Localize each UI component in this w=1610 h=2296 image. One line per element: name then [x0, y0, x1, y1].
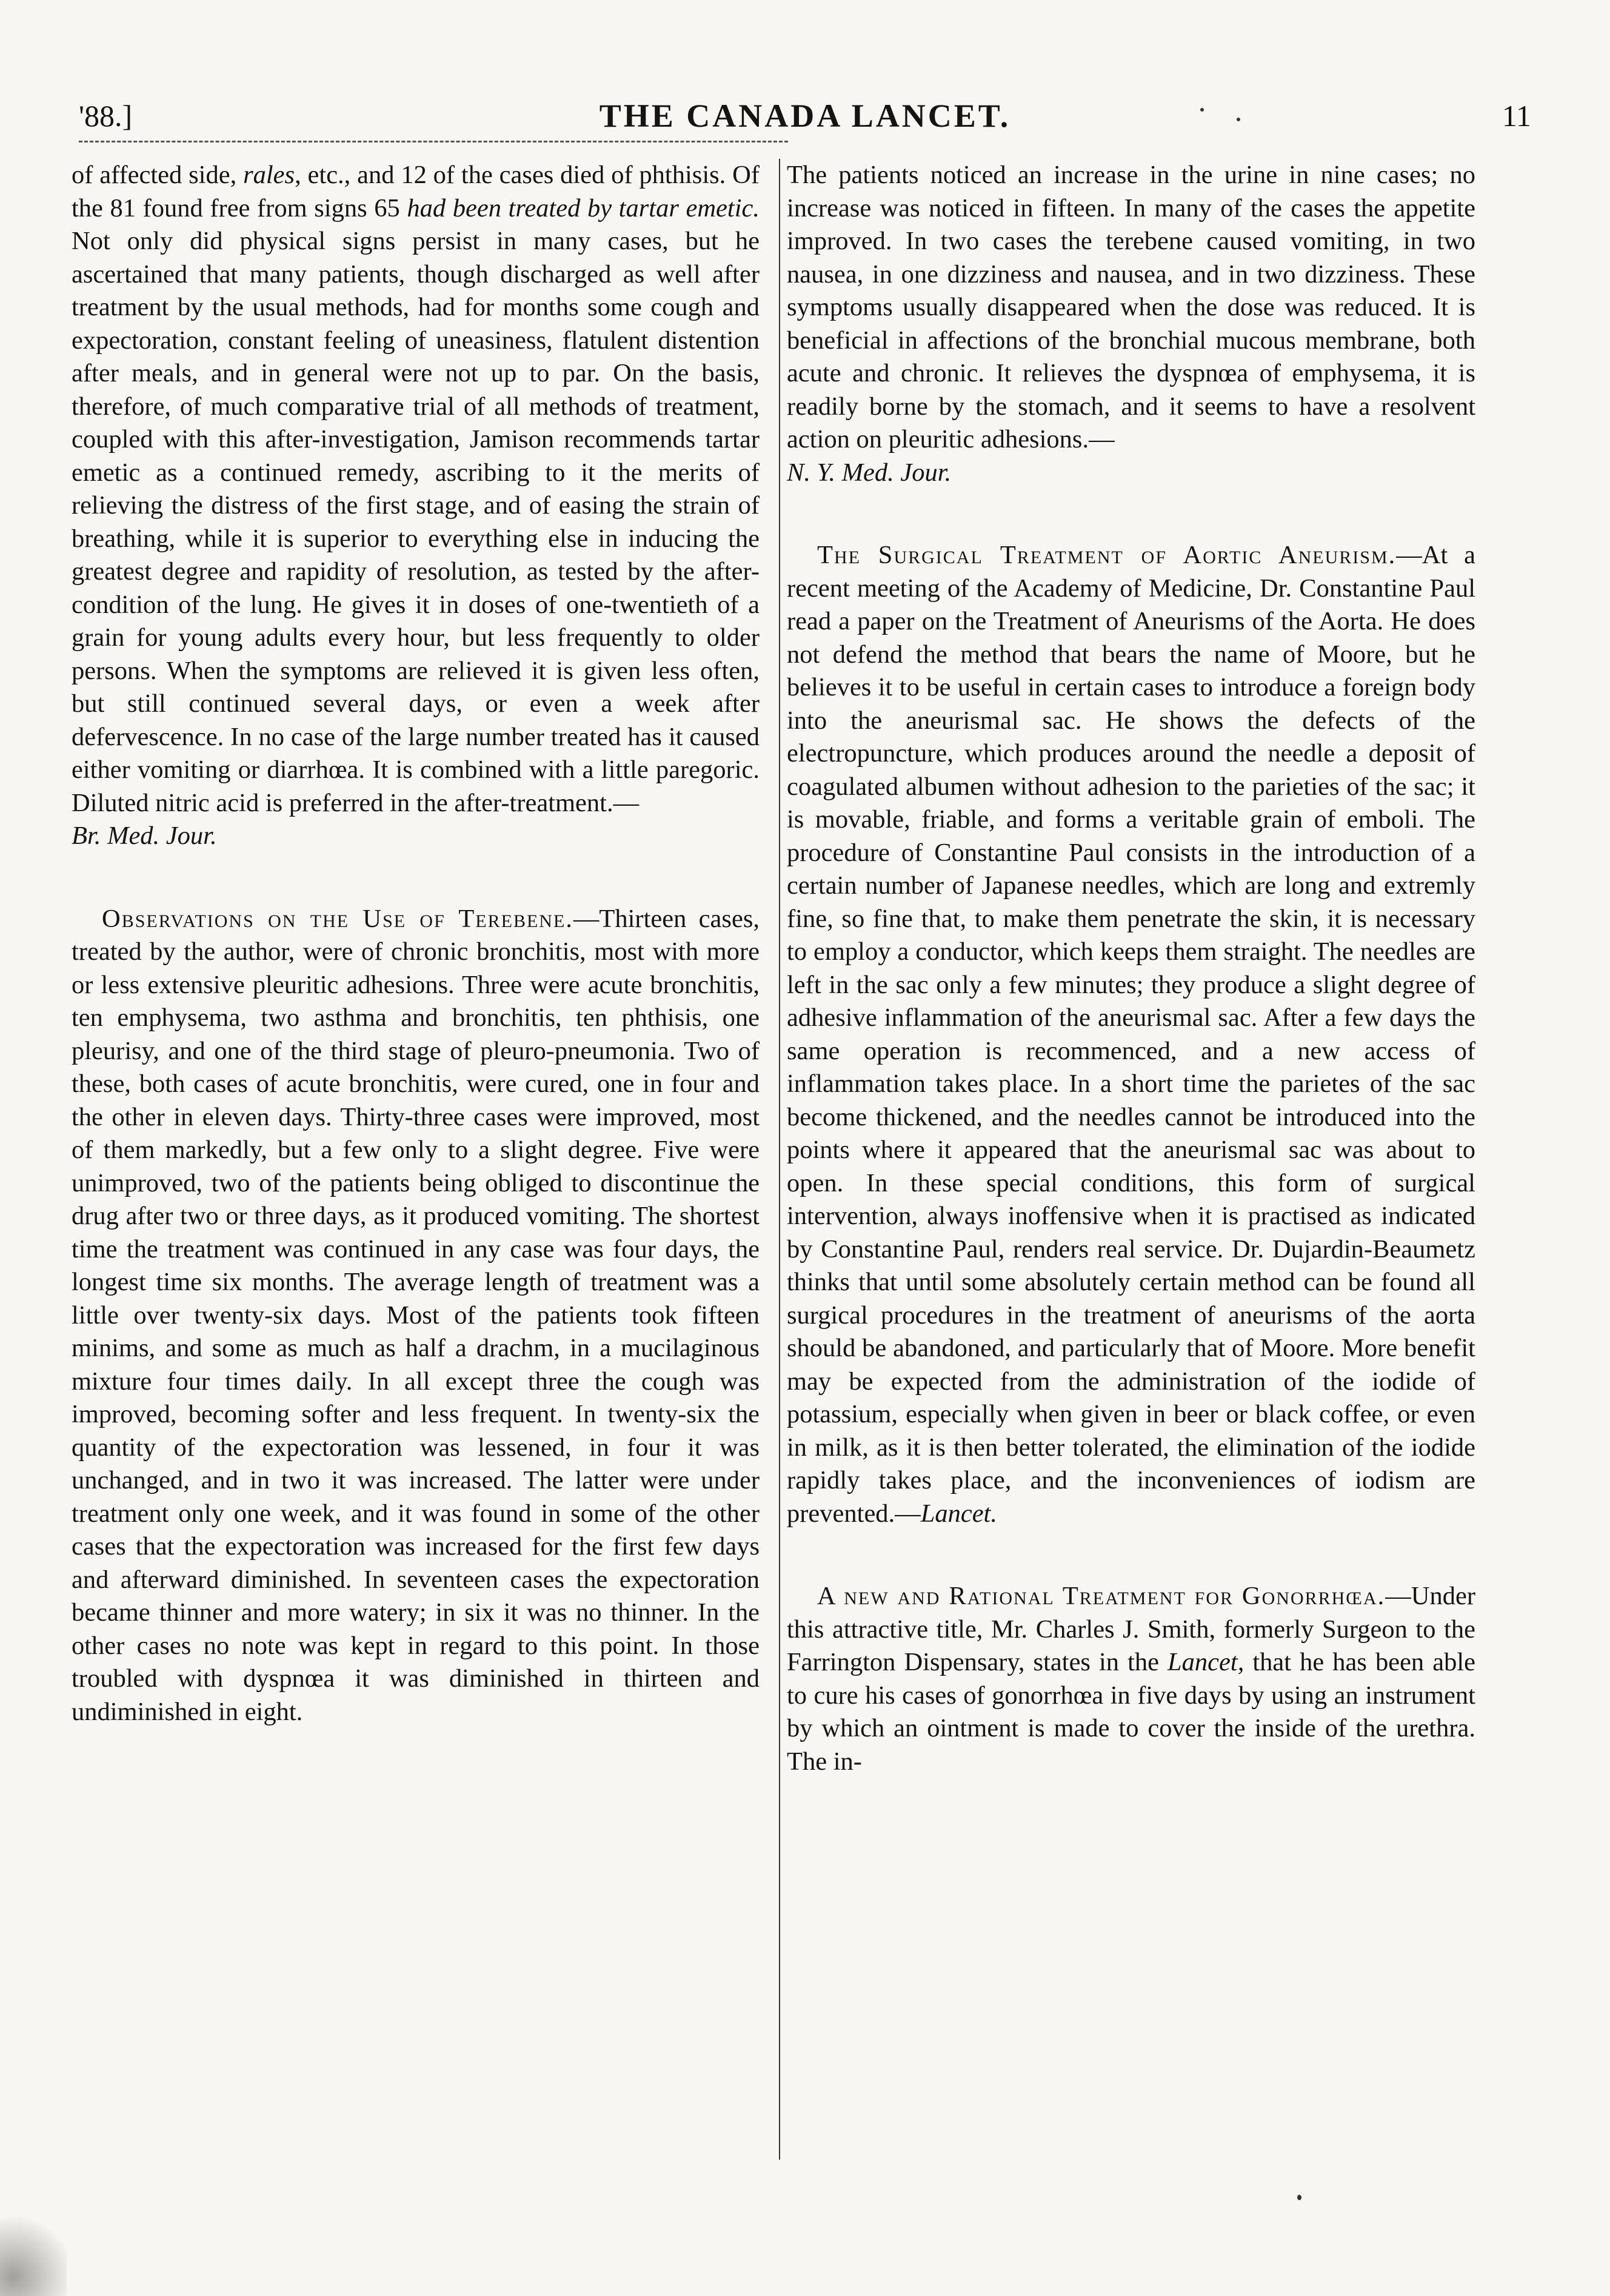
gonorrhoea-section: A new and Rational Treatment for Gonorrhœa.—Under this attractive title, Mr. Charles J. Smith, formerly Surgeon to the Farrington Dispensary, states in the Lancet, that he has been able to cure his cases of gonorrhœa in five days by using an instrument by which an ointment is made to cover the inside of the urethra. The in- [787, 1582, 1475, 1776]
column-divider [779, 159, 780, 2160]
citation-ny-med-jour: N. Y. Med. Jour. [787, 458, 952, 487]
right-column [787, 159, 1475, 1778]
left-column [72, 159, 760, 1729]
lancet-emphasis: Lancet, [1167, 1648, 1244, 1676]
ink-speck [1200, 108, 1204, 112]
scan-edge-noise [0, 2199, 67, 2296]
citation-br-med-jour: Br. Med. Jour. [72, 822, 217, 850]
ink-speck [1297, 2195, 1301, 2200]
aortic-aneurism-body: —At a recent meeting of the Academy of Medicine, Dr. Constantine Paul read a paper on the Treatment of Aneurisms of the Aorta. He does not defend the method that bears the name of Moore, but he believes it to be useful in certain cases to introduce a foreign body into the aneurismal sac. He shows the defects of the electropuncture, which produces around the needle a deposit of coagulated albumen without adhesion to the parieties of the sac; it is movable, friable, and forms a veritable grain of emboli. The procedure of Constantine Paul consists in the introduction of a certain number of Japanese needles, which are long and extremly fine, so fine that, to make them penetrate the skin, it is necessary to employ a conductor, which keeps them straight. The needles are left in the sac only a few minutes; they produce a slight degree of adhesive inflammation of the aneurismal sac. After a few days the same operation is recommenced, and a new access of inflammation takes place. In a short time the parietes of the sac become thickened, and the needles cannot be introduced into the points where it appeared that the aneurismal sac was about to open. In these special conditions, this form of surgical intervention, always inoffensive when it is practised as indicated by Constantine Paul, renders real service. Dr. Dujardin-Beaumetz thinks that until some absolutely certain method can be found all surgical procedures in the treatment of aneurisms of the aorta should be abandoned, and particularly that of Moore. More benefit may be expected from the administration of the iodide of potassium, especially when given in beer or black coffee, or even in milk, as it is then better tolerated, the elimination of the iodide rapidly takes place, and the inconveniences of iodism are prevented.— [787, 541, 1476, 1528]
journal-title: THE CANADA LANCET. [599, 98, 1011, 134]
header-year: '88.] [79, 99, 133, 133]
terebene-body: —Thirteen cases, treated by the author, were of chronic bronchitis, most with more or less extensive pleuritic adhesions. Three were acute bronchitis, ten emphysema, two asthma and bronchitis, ten phthisis, one pleurisy, and one of the third stage of pleuro-pneumonia. Two of these, both cases of acute bronchitis, were cured, one in four and the other in eleven days. Thirty-three cases were improved, most of them markedly, but a few only to a slight degree. Five were unimproved, two of the patients being obliged to discontinue the drug after two or three days, as it produced vomiting. The shortest time the treatment was continued in any case was four days, the longest time six months. The average length of treatment was a little over twenty-six days. Most of the patients took fifteen minims, and some as much as half a drachm, in a mucilaginous mixture four times daily. In all except three the cough was improved, becoming softer and less frequent. In twenty-six the quantity of the expectoration was lessened, in four it was unchanged, and in two it was increased. The latter were under treatment only one week, and it was found in some of the other cases that the expectoration was increased for the first few days and afterward diminished. In seventeen cases the expectoration became thinner and more watery; in six it was no thinner. In the other cases no note was kept in regard to this point. In those troubled with dyspnœa it was diminished in thirteen and undiminished in eight. [72, 904, 760, 1726]
aortic-aneurism-section [787, 539, 1475, 1530]
jamison-paragraph: of affected side, rales, etc., and 12 of the cases died of phthisis. Of the 81 found free from signs 65 had been treated by tartar emetic. Not only did physical signs persist in many cases, but he ascertained that many patients, though discharged as well after treatment by the usual methods, had for months some cough and expectoration, constant feeling of uneasiness, flatulent distention after meals, and in general were not up to par. On the basis, therefore, of much comparative trial of all methods of treatment, coupled with this after-investigation, Jamison recommends tartar emetic as a continued remedy, ascribing to it the merits of relieving the distress of the first stage, and of easing the strain of breathing, while it is superior to everything else in inducing the greatest degree and rapidity of resolution, as tested by the after-condition of the lung. He gives it in doses of one-twentieth of a grain for young adults every hour, but less frequently to older persons. When the symptoms are relieved it is given less often, but still continued several days, or even a week after defervescence. In no case of the large number treated has it caused either vomiting or diarrhœa. It is combined with a little paregoric. Diluted nitric acid is preferred in the after-treatment.— Br. Med. Jour. [72, 159, 760, 853]
tartar-emetic-emphasis: had been treated by tartar emetic. [407, 193, 760, 223]
ink-speck [1237, 118, 1240, 121]
rales-term: rales [243, 161, 295, 189]
terebene-continued-paragraph: The patients noticed an increase in the urine in nine cases; no increase was noticed in fifteen. In many of the cases the appetite improved. In two cases the terebene caused vomiting, in two nausea, in one dizziness and nausea, and in two dizziness. These symptoms usually disappeared when the dose was reduced. It is beneficial in affections of the bronchial mucous membrane, both acute and chronic. It relieves the dyspnœa of emphysema, it is readily borne by the stomach, and it seems to have a resolvent action on pleuritic adhesions.— N. Y. Med. Jour. [787, 159, 1475, 489]
citation-lancet: Lancet. [920, 1499, 997, 1528]
gonorrhoea-heading: A new and Rational Treatment for Gonorrhœa. [817, 1582, 1386, 1610]
header-rule [79, 141, 788, 142]
page-number: 11 [1501, 99, 1531, 133]
terebene-section [72, 903, 760, 1729]
page-header [79, 91, 1531, 139]
terebene-heading: Observations on the Use of Terebene. [102, 904, 573, 933]
aortic-aneurism-heading: The Surgical Treatment of Aortic Aneurism. [817, 541, 1397, 569]
